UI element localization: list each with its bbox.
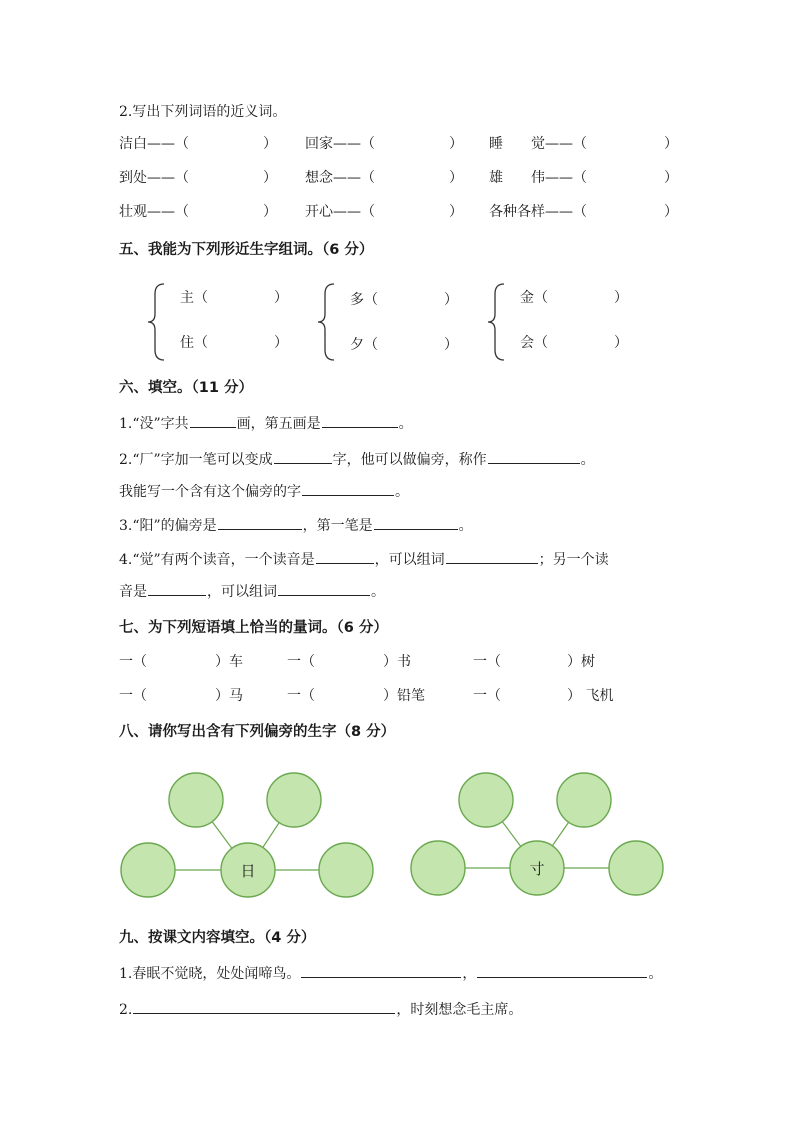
measure-word-row bbox=[119, 686, 675, 706]
question-text: ，第一笔是 bbox=[302, 518, 373, 534]
similar-char-close[interactable]: ） bbox=[444, 292, 458, 308]
radical-bubble-group bbox=[121, 773, 373, 897]
synonym-answer-close[interactable]: ） bbox=[664, 136, 678, 152]
question-text: 。 bbox=[395, 484, 409, 500]
question-text: 。 bbox=[648, 966, 663, 982]
question-text: ；另一个读 bbox=[538, 552, 609, 568]
synonym-answer-close[interactable]: ） bbox=[263, 204, 277, 220]
question-text: 2. bbox=[119, 1002, 133, 1018]
answer-blank[interactable] bbox=[302, 480, 394, 496]
measure-prefix: 一（ bbox=[119, 654, 147, 670]
answer-bubble[interactable] bbox=[121, 843, 175, 897]
answer-bubble[interactable] bbox=[557, 773, 611, 827]
similar-char-close[interactable]: ） bbox=[614, 290, 628, 306]
measure-prefix: 一（ bbox=[287, 688, 315, 704]
question-text: 4.“觉”有两个读音，一个读音是 bbox=[119, 552, 315, 568]
measure-word-row bbox=[119, 652, 675, 672]
answer-blank[interactable] bbox=[488, 448, 580, 464]
synonyms-title: 2.写出下列词语的近义词。 bbox=[119, 104, 287, 120]
synonym-answer-close[interactable]: ） bbox=[449, 204, 463, 220]
question-text: 我能写一个含有这个偏旁的字 bbox=[119, 484, 301, 500]
answer-bubble[interactable] bbox=[169, 773, 223, 827]
measure-prefix: 一（ bbox=[119, 688, 147, 704]
section7-heading: 七、为下列短语填上恰当的量词。（6 分） bbox=[119, 620, 388, 636]
fill-question bbox=[119, 962, 662, 984]
answer-bubble[interactable] bbox=[267, 773, 321, 827]
fill-question bbox=[119, 548, 609, 570]
fill-question bbox=[119, 514, 473, 536]
measure-prefix: 一（ bbox=[473, 654, 501, 670]
fill-question bbox=[119, 580, 385, 602]
answer-blank[interactable] bbox=[218, 514, 302, 530]
synonym-word: 雄 伟——（ bbox=[489, 170, 587, 186]
answer-bubble[interactable] bbox=[459, 773, 513, 827]
section9-heading: 九、按课文内容填空。（4 分） bbox=[119, 930, 316, 946]
answer-blank[interactable] bbox=[278, 580, 370, 596]
question-text: 字，他可以做偏旁，称作 bbox=[332, 452, 487, 468]
answer-blank[interactable] bbox=[148, 580, 206, 596]
answer-blank[interactable] bbox=[477, 962, 647, 978]
measure-suffix[interactable]: ） 飞机 bbox=[567, 688, 614, 704]
similar-char-close[interactable]: ） bbox=[444, 337, 458, 353]
question-text: 。 bbox=[458, 518, 473, 534]
answer-blank[interactable] bbox=[274, 448, 332, 464]
answer-bubble[interactable] bbox=[319, 843, 373, 897]
answer-blank[interactable] bbox=[301, 962, 461, 978]
radical-label: 日 bbox=[240, 862, 256, 880]
answer-bubble[interactable] bbox=[411, 841, 465, 895]
question-text: ，时刻想念毛主席。 bbox=[396, 1002, 523, 1018]
question-text: 2.“厂”字加一笔可以变成 bbox=[119, 452, 273, 468]
synonym-word: 各种各样——（ bbox=[489, 204, 587, 220]
similar-char-item: 金（ bbox=[520, 290, 548, 306]
left-brace-icon bbox=[146, 282, 166, 362]
answer-blank[interactable] bbox=[316, 548, 374, 564]
question-text: ，可以组词 bbox=[374, 552, 445, 568]
fill-question bbox=[119, 412, 413, 434]
answer-blank[interactable] bbox=[374, 514, 458, 530]
measure-suffix[interactable]: ）书 bbox=[383, 654, 411, 670]
fill-question bbox=[119, 998, 522, 1020]
question-text: 。 bbox=[580, 452, 595, 468]
synonym-answer-close[interactable]: ） bbox=[449, 170, 463, 186]
synonym-word: 想念——（ bbox=[305, 170, 375, 186]
answer-bubble[interactable] bbox=[609, 841, 663, 895]
measure-suffix[interactable]: ）铅笔 bbox=[383, 688, 425, 704]
similar-char-item: 主（ bbox=[180, 290, 208, 306]
section6-heading: 六、填空。（11 分） bbox=[119, 380, 253, 396]
synonym-answer-close[interactable]: ） bbox=[263, 136, 277, 152]
synonym-word: 洁白——（ bbox=[119, 136, 189, 152]
answer-blank[interactable] bbox=[190, 412, 236, 428]
question-text: 1.“没”字共 bbox=[119, 416, 189, 432]
fill-question bbox=[119, 448, 595, 470]
question-text: 3.“阳”的偏旁是 bbox=[119, 518, 217, 534]
section8-heading: 八、请你写出含有下列偏旁的生字（8 分） bbox=[119, 724, 396, 740]
synonym-row bbox=[119, 168, 678, 188]
left-brace-icon bbox=[316, 282, 336, 362]
measure-prefix: 一（ bbox=[473, 688, 501, 704]
measure-suffix[interactable]: ）马 bbox=[215, 688, 243, 704]
synonym-word: 回家——（ bbox=[305, 136, 375, 152]
synonym-answer-close[interactable]: ） bbox=[449, 136, 463, 152]
radical-bubble-group bbox=[411, 773, 663, 895]
synonym-word: 壮观——（ bbox=[119, 204, 189, 220]
measure-suffix[interactable]: ）树 bbox=[567, 654, 595, 670]
synonym-row bbox=[119, 134, 678, 154]
fill-question bbox=[119, 480, 409, 502]
left-brace-icon bbox=[486, 282, 506, 362]
synonym-answer-close[interactable]: ） bbox=[263, 170, 277, 186]
section5-heading: 五、我能为下列形近生字组词。（6 分） bbox=[119, 242, 374, 258]
question-text: 画，第五画是 bbox=[236, 416, 321, 432]
question-text: 。 bbox=[398, 416, 413, 432]
answer-blank[interactable] bbox=[133, 998, 395, 1014]
question-text: 音是 bbox=[119, 584, 147, 600]
synonym-answer-close[interactable]: ） bbox=[664, 170, 678, 186]
measure-prefix: 一（ bbox=[287, 654, 315, 670]
radical-label: 寸 bbox=[529, 860, 545, 878]
similar-char-close[interactable]: ） bbox=[614, 335, 628, 351]
similar-char-item: 夕（ bbox=[350, 337, 378, 353]
question-text: 。 bbox=[371, 584, 385, 600]
synonym-answer-close[interactable]: ） bbox=[664, 204, 678, 220]
synonym-word: 开心——（ bbox=[305, 204, 375, 220]
question-text: 1.春眠不觉晓，处处闻啼鸟。 bbox=[119, 966, 301, 982]
question-text: ，可以组词 bbox=[207, 584, 277, 600]
similar-char-item: 住（ bbox=[180, 335, 208, 351]
radical-bubble-diagram bbox=[0, 760, 794, 920]
similar-char-item: 会（ bbox=[520, 335, 548, 351]
answer-blank[interactable] bbox=[322, 412, 398, 428]
answer-blank[interactable] bbox=[446, 548, 538, 564]
synonym-word: 到处——（ bbox=[119, 170, 189, 186]
similar-char-close[interactable]: ） bbox=[274, 290, 288, 306]
synonym-row bbox=[119, 202, 678, 222]
similar-char-item: 多（ bbox=[350, 292, 378, 308]
synonym-word: 睡 觉——（ bbox=[489, 136, 587, 152]
question-text: ， bbox=[462, 966, 477, 982]
similar-char-close[interactable]: ） bbox=[274, 335, 288, 351]
measure-suffix[interactable]: ）车 bbox=[215, 654, 243, 670]
